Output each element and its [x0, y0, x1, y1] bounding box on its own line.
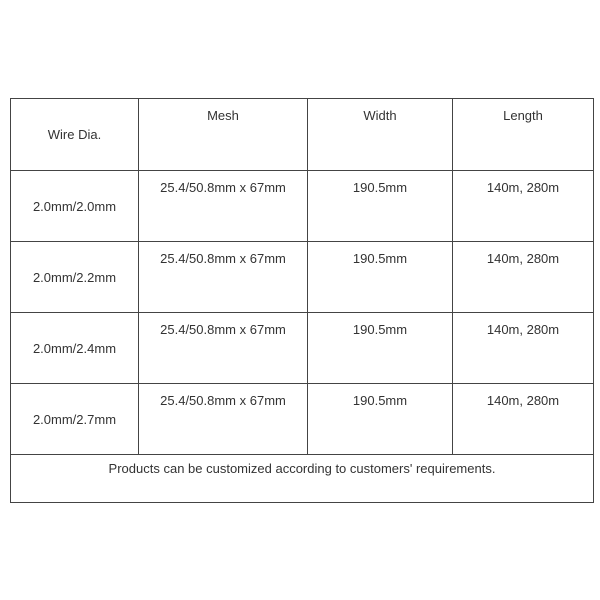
cell-mesh — [139, 171, 308, 242]
width-value: 190.5mm — [352, 180, 408, 195]
header-cell-mesh — [139, 99, 308, 171]
length-value: 140m, 280m — [486, 251, 560, 266]
mesh-value: 25.4/50.8mm x 67mm — [160, 393, 286, 408]
header-cell-length — [453, 99, 594, 171]
cell-length — [453, 242, 594, 313]
table-row — [11, 242, 594, 313]
cell-wire-dia — [11, 242, 139, 313]
mesh-value: 25.4/50.8mm x 67mm — [160, 180, 286, 195]
cell-length — [453, 171, 594, 242]
table-row — [11, 384, 594, 455]
wire-dia-value: 2.0mm/2.0mm — [32, 199, 117, 214]
cell-wire-dia — [11, 384, 139, 455]
wire-dia-value: 2.0mm/2.7mm — [32, 412, 117, 427]
header-length-label: Length — [503, 108, 543, 123]
wire-dia-value: 2.0mm/2.4mm — [32, 341, 117, 356]
cell-width — [308, 313, 453, 384]
length-value: 140m, 280m — [486, 393, 560, 408]
width-value: 190.5mm — [352, 322, 408, 337]
wire-dia-value: 2.0mm/2.2mm — [32, 270, 117, 285]
spec-table — [10, 98, 594, 503]
cell-width — [308, 384, 453, 455]
header-mesh-label: Mesh — [207, 108, 239, 123]
mesh-value: 25.4/50.8mm x 67mm — [160, 322, 286, 337]
table-row — [11, 171, 594, 242]
table-row — [11, 313, 594, 384]
length-value: 140m, 280m — [486, 180, 560, 195]
cell-length — [453, 384, 594, 455]
length-value: 140m, 280m — [486, 322, 560, 337]
header-wire-dia-label: Wire Dia. — [47, 127, 102, 142]
cell-width — [308, 171, 453, 242]
width-value: 190.5mm — [352, 393, 408, 408]
note-cell — [11, 455, 594, 503]
table-note-row — [11, 455, 594, 503]
cell-wire-dia — [11, 171, 139, 242]
width-value: 190.5mm — [352, 251, 408, 266]
cell-wire-dia — [11, 313, 139, 384]
header-cell-width — [308, 99, 453, 171]
cell-mesh — [139, 242, 308, 313]
cell-width — [308, 242, 453, 313]
cell-mesh — [139, 384, 308, 455]
mesh-value: 25.4/50.8mm x 67mm — [160, 251, 286, 266]
customization-note: Products can be customized according to customers' requirements. — [108, 461, 496, 476]
cell-length — [453, 313, 594, 384]
header-width-label: Width — [363, 108, 397, 123]
table-header-row — [11, 99, 594, 171]
header-cell-wire-dia — [11, 99, 139, 171]
cell-mesh — [139, 313, 308, 384]
